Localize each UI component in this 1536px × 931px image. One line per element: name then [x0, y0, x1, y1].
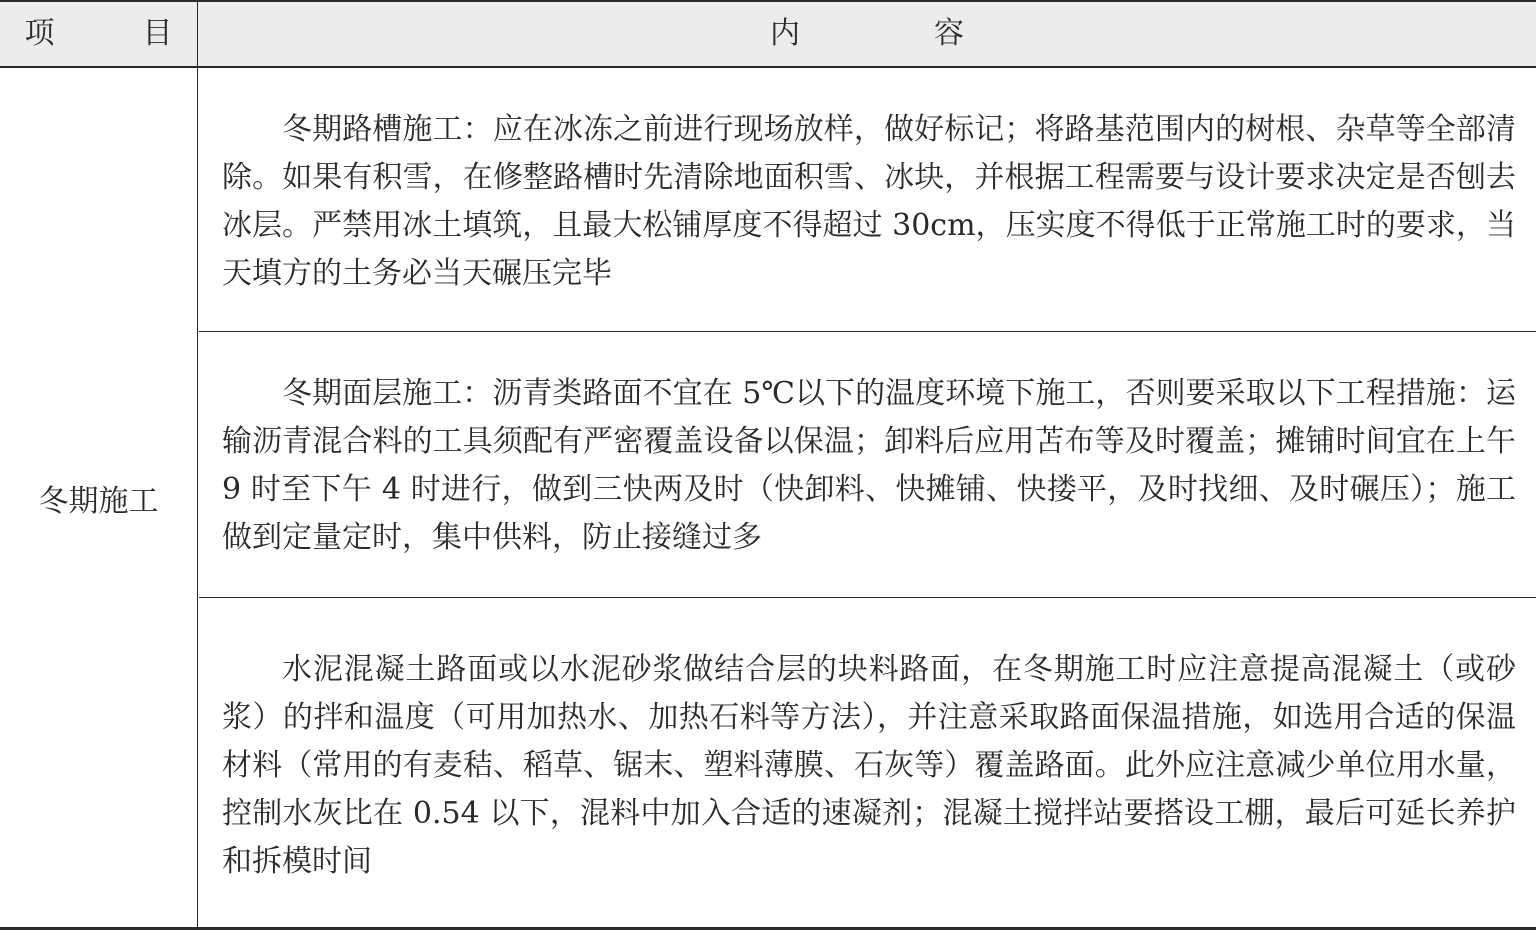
header-item-right: 目 [142, 16, 173, 51]
content-text-concrete: 水泥混凝土路面或以水泥砂浆做结合层的块料路面，在冬期施工时应注意提高混凝土（或砂浆）的拌和温度（可用加热水、加热石料等方法），并注意采取路面保温措施，如选用合适的保温材料（常用的有麦秸、稻草、锯末、塑料薄膜、石灰等）覆盖路面。此外应注意减少单位用水量，控制水灰比在 0.54 以下，混料中加入合适的速凝剂；混凝土搅拌站要搭设工棚，最后可延长养护和拆模时间 [222, 652, 1516, 879]
header-content-right: 容 [934, 16, 964, 51]
content-row [199, 68, 1536, 332]
header-content-left: 内 [770, 16, 800, 51]
content-text-roadbed: 冬期路槽施工：应在冰冻之前进行现场放样，做好标记；将路基范围内的树根、杂草等全部清除。如果有积雪，在修整路槽时先清除地面积雪、冰块，并根据工程需要与设计要求决定是否刨去冰层。严禁用冰土填筑，且最大松铺厚度不得超过 30cm，压实度不得低于正常施工时的要求，当天填方的土务必当天碾压完毕 [222, 112, 1516, 291]
content-row [199, 598, 1536, 927]
item-label: 冬期施工 [38, 483, 159, 519]
header-item [0, 2, 198, 66]
table-header [0, 0, 1536, 68]
content-row [199, 332, 1536, 598]
header-content [198, 2, 1536, 66]
content-text-surface: 冬期面层施工：沥青类路面不宜在 5℃以下的温度环境下施工，否则要采取以下工程措施：运输沥青混合料的工具须配有严密覆盖设备以保温；卸料后应用苫布等及时覆盖；摊铺时间宜在上午 9 时至下午 4 时进行，做到三快两及时（快卸料、快摊铺、快搂平，及时找细、及时碾压）；施工做到定量定时，集中供料，防止接缝过多 [222, 376, 1516, 555]
bottom-rule [0, 927, 1536, 930]
header-item-left: 项 [24, 16, 55, 51]
item-cell [0, 68, 198, 927]
